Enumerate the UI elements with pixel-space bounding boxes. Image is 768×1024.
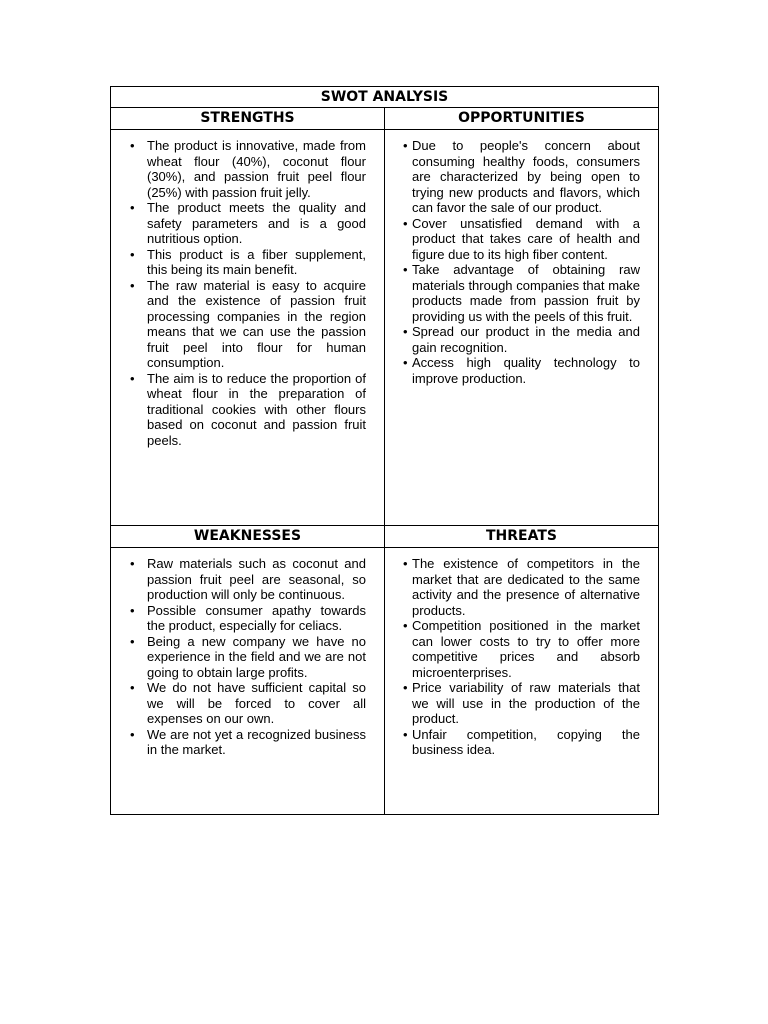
strengths-item: • The raw material is easy to acquire and the existence of passion fruit processing companies in the region means that we can use the passion fruit peel into flour for human consumption.: [147, 278, 366, 371]
threats-heading: THREATS: [385, 526, 659, 548]
strengths-item: • The product is innovative, made from wheat flour (40%), coconut flour (30%), and passion fruit peel flour (25%) with passion fruit jelly.: [147, 138, 366, 200]
weaknesses-item: • We are not yet a recognized business in the market.: [147, 727, 366, 758]
swot-table: [110, 86, 659, 815]
opportunities-heading: OPPORTUNITIES: [385, 108, 659, 130]
weaknesses-item: • Being a new company we have no experience in the field and we are not going to obtain large profits.: [147, 634, 366, 681]
strengths-heading: STRENGTHS: [111, 108, 385, 130]
weaknesses-item: • Possible consumer apathy towards the product, especially for celiacs.: [147, 603, 366, 634]
opportunities-item: • Take advantage of obtaining raw materials through companies that make products made from passion fruit by providing us with the peels of this fruit.: [412, 262, 640, 324]
threats-list: [385, 548, 658, 758]
threats-item: • Price variability of raw materials that we will use in the production of the product.: [412, 680, 640, 727]
weaknesses-item: • Raw materials such as coconut and passion fruit peel are seasonal, so production will only be continuous.: [147, 556, 366, 603]
threats-item: • The existence of competitors in the market that are dedicated to the same activity and the presence of alternative products.: [412, 556, 640, 618]
strengths-cell: [111, 130, 385, 526]
threats-item: • Competition positioned in the market can lower costs to try to offer more competitive prices and absorb microenterprises.: [412, 618, 640, 680]
strengths-item: • The aim is to reduce the proportion of wheat flour in the preparation of traditional cookies with other flours based on coconut and passion fruit peels.: [147, 371, 366, 449]
weaknesses-heading: WEAKNESSES: [111, 526, 385, 548]
threats-item: • Unfair competition, copying the business idea.: [412, 727, 640, 758]
opportunities-item: • Access high quality technology to improve production.: [412, 355, 640, 386]
weaknesses-item: • We do not have sufficient capital so we will be forced to cover all expenses on our own.: [147, 680, 366, 727]
strengths-list: [111, 130, 384, 448]
weaknesses-list: [111, 548, 384, 758]
opportunities-item: • Due to people's concern about consuming healthy foods, consumers are characterized by being open to trying new products and flavors, which can favor the sale of our product.: [412, 138, 640, 216]
opportunities-cell: [385, 130, 659, 526]
opportunities-list: [385, 130, 658, 386]
swot-title: SWOT ANALYSIS: [111, 87, 659, 108]
strengths-item: • This product is a fiber supplement, this being its main benefit.: [147, 247, 366, 278]
opportunities-item: • Spread our product in the media and gain recognition.: [412, 324, 640, 355]
opportunities-item: • Cover unsatisfied demand with a product that takes care of health and figure due to its high fiber content.: [412, 216, 640, 263]
strengths-item: • The product meets the quality and safety parameters and is a good nutritious option.: [147, 200, 366, 247]
threats-cell: [385, 548, 659, 815]
weaknesses-cell: [111, 548, 385, 815]
